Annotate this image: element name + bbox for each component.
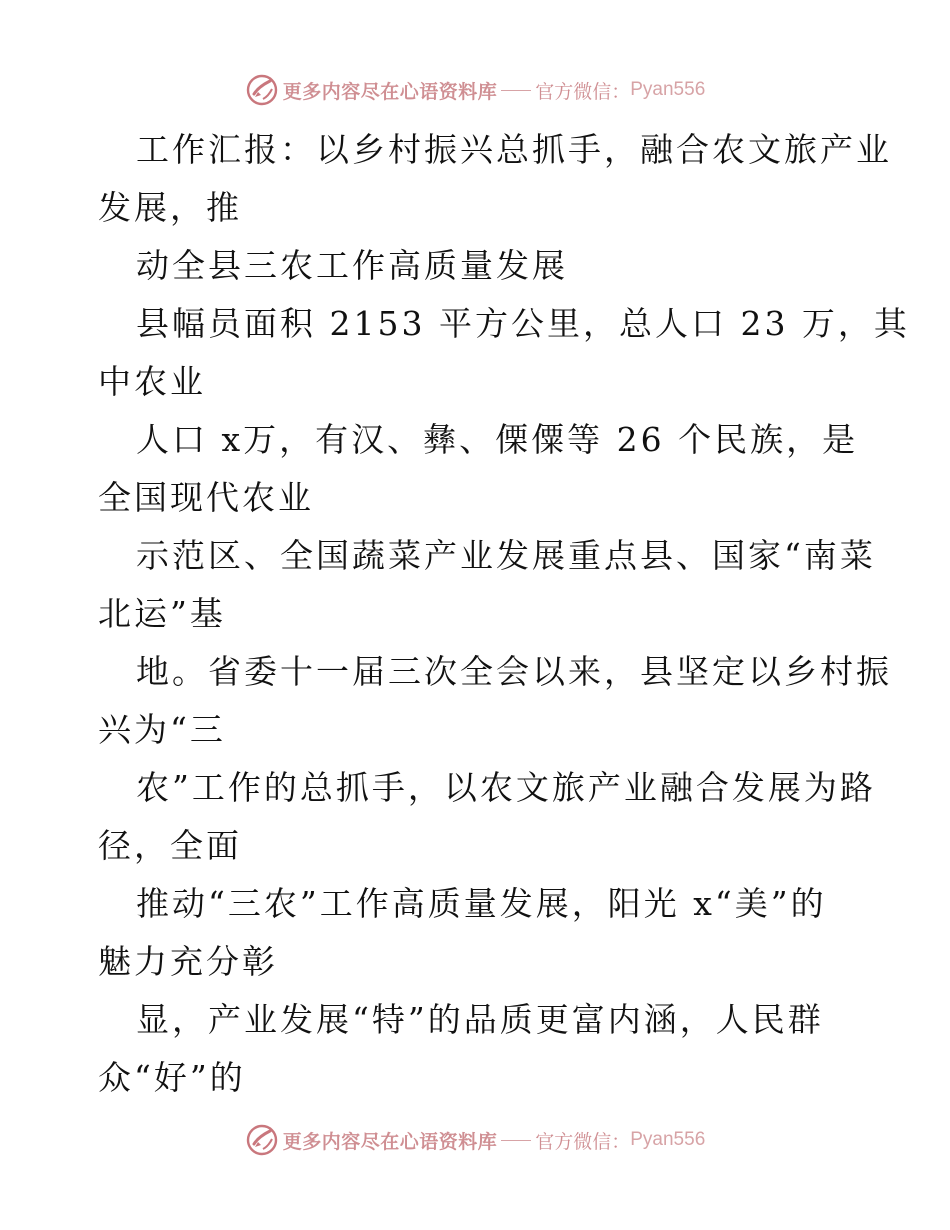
- document-body: [98, 121, 910, 1107]
- text-line: 北运”基: [98, 594, 226, 633]
- text-line: 动全县三农工作高质量发展: [136, 246, 568, 285]
- text-line: 农”工作的总抓手，以农文旅产业融合发展为路: [136, 768, 876, 807]
- header-watermark: [0, 70, 950, 110]
- text-line: 发展，推: [98, 188, 242, 227]
- text-line: 魅力充分彰: [98, 942, 278, 981]
- book-pen-logo-icon: [245, 1123, 279, 1157]
- text-line: 兴为“三: [98, 710, 226, 749]
- text-line: 众“好”的: [98, 1058, 246, 1097]
- watermark-text: 更多内容尽在心语资料库: [282, 80, 498, 103]
- text-line: 县幅员面积 2153 平方公里，总人口 23 万，其: [136, 304, 910, 343]
- text-line: 人口 x万，有汉、彝、傈僳等 26 个民族，是: [136, 420, 859, 459]
- text-line: 推动“三农”工作高质量发展，阳光 x“美”的: [136, 884, 827, 923]
- text-line: 地。省委十一届三次全会以来，县坚定以乡村振: [136, 652, 892, 691]
- watermark-dash: [501, 1140, 531, 1141]
- text-line: 显，产业发展“特”的品质更富内涵，人民群: [136, 1000, 824, 1039]
- watermark-label: 官方微信：: [535, 1130, 631, 1153]
- watermark-wechat-id: Pyan556: [630, 79, 706, 100]
- watermark-text: 更多内容尽在心语资料库: [282, 1130, 498, 1153]
- watermark-label: 官方微信：: [535, 80, 631, 103]
- watermark-wechat-id: Pyan556: [630, 1129, 706, 1150]
- text-line: 示范区、全国蔬菜产业发展重点县、国家“南菜: [136, 536, 876, 575]
- book-pen-logo-icon: [245, 73, 279, 107]
- footer-watermark: [0, 1120, 950, 1160]
- watermark-dash: [501, 90, 531, 91]
- text-line: 径，全面: [98, 826, 242, 865]
- text-line: 全国现代农业: [98, 478, 314, 517]
- text-line: 工作汇报：以乡村振兴总抓手，融合农文旅产业: [136, 130, 892, 169]
- text-line: 中农业: [98, 362, 206, 401]
